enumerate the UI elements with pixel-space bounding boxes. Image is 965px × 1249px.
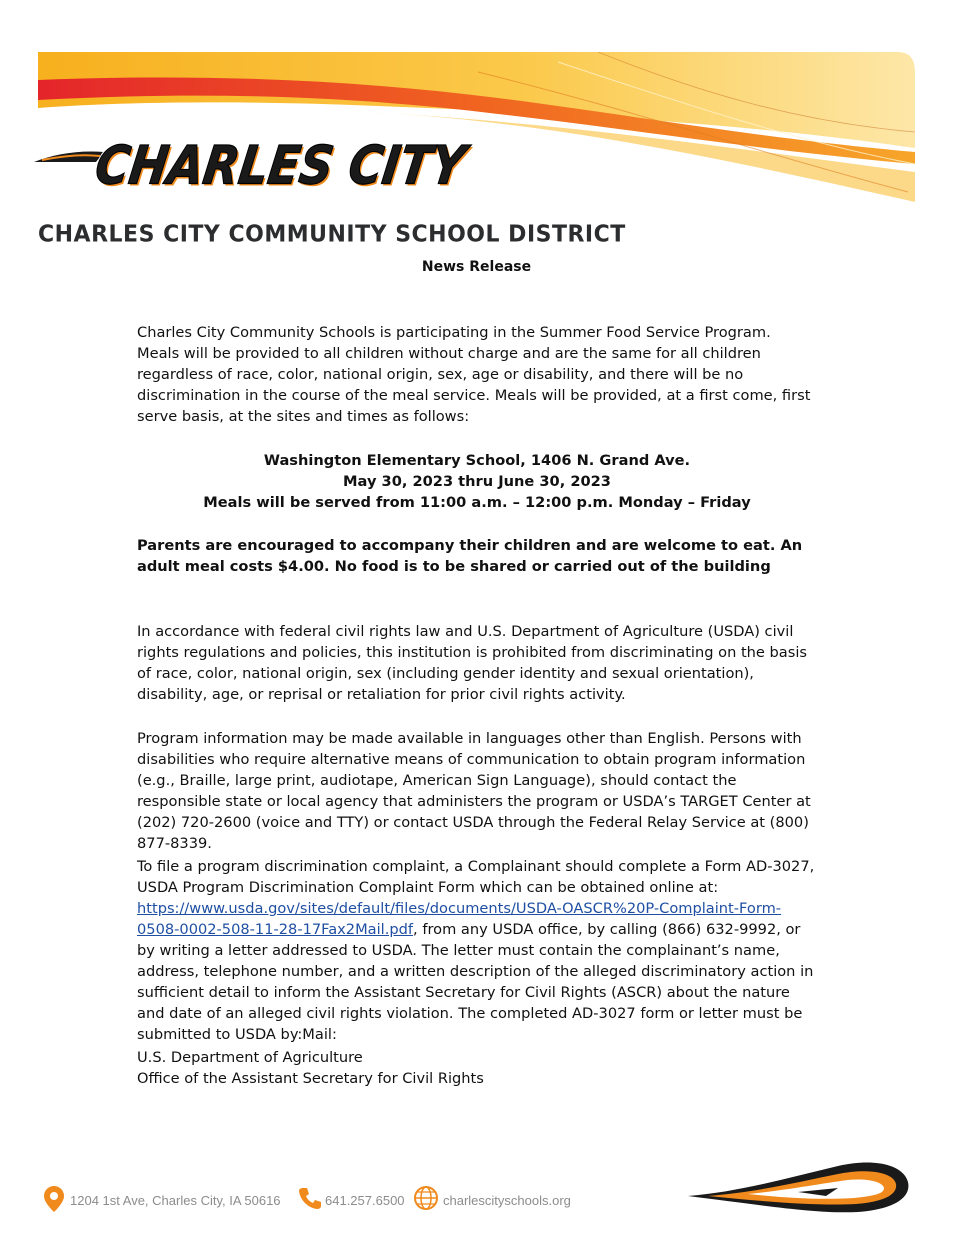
- site-dates: May 30, 2023 thru June 30, 2023: [343, 473, 611, 490]
- globe-icon: [414, 1186, 438, 1210]
- intro-paragraph: Charles City Community Schools is participating in the Summer Food Service Program. Meals will be provided to all children without charge and are the same for all children regardless of race, color, national origin, sex, age or disability, and there will be no discrimination in the course of the meal service. Meals will be provided, at a first come, first serve basis, at the sites and times as follows:: [137, 324, 811, 425]
- meal-site-block: [137, 450, 817, 513]
- program-info-paragraph: Program information may be made available in languages other than English. Persons with disabilities who require alternative means of communication to obtain program information (e.g., Braille, large print, audiotape, American Sign Language), should contact the responsible state or local agency that administers the program or USDA’s TARGET Center at (202) 720-2600 (voice and TTY) or contact USDA through the Federal Relay Service at (800) 877-8339.: [137, 730, 811, 852]
- footer-phone: 641.257.6500: [325, 1193, 405, 1208]
- footer-website[interactable]: charlescityschools.org: [443, 1193, 571, 1208]
- complaint-paragraph: [137, 856, 817, 1045]
- site-times: Meals will be served from 11:00 a.m. – 12:00 p.m. Monday – Friday: [203, 494, 751, 511]
- complaint-text-pre: To file a program discrimination complaint, a Complainant should complete a Form AD-3027, USDA Program Discrimination Complaint Form which can be obtained online at:: [137, 858, 815, 896]
- mail-address-block: [137, 1047, 817, 1089]
- parents-note: Parents are encouraged to accompany their children and are welcome to eat. An adult meal costs $4.00. No food is to be shared or carried out of the building: [137, 537, 803, 575]
- civil-rights-paragraph: In accordance with federal civil rights law and U.S. Department of Agriculture (USDA) civil rights regulations and policies, this institution is prohibited from discriminating on the basis of race, color, national origin, sex (including gender identity and sexual orientation), disability, age, or reprisal or retaliation for prior civil rights activity.: [137, 623, 808, 703]
- complaint-text-post: , from any USDA office, by calling (866) 632-9992, or by writing a letter addressed to USDA. The letter must contain the complainant’s name, address, telephone number, and a written description of the alleged discriminatory action in sufficient detail to inform the Assistant Secretary for Civil Rights (ASCR) about the nature and date of an alleged civil rights violation. The completed AD-3027 form or letter must be submitted to USDA by:Mail:: [137, 921, 814, 1043]
- news-release-title: News Release: [421, 259, 532, 275]
- mail-line-1: U.S. Department of Agriculture: [137, 1049, 363, 1066]
- footer-address: 1204 1st Ave, Charles City, IA 50616: [70, 1193, 281, 1208]
- flame-swoosh-icon: [688, 1158, 910, 1218]
- phone-icon: [298, 1186, 322, 1210]
- site-name: Washington Elementary School, 1406 N. Grand Ave.: [263, 452, 691, 469]
- complaint-form-link[interactable]: https://www.usda.gov/sites/default/files/documents/USDA-OASCR%20P-Complaint-Form-0508-0002-508-11-28-17Fax2Mail.pdf: [137, 900, 782, 938]
- location-pin-icon: [44, 1186, 64, 1212]
- logo-wordmark: CHARLES CITY: [91, 133, 470, 197]
- mail-line-2: Office of the Assistant Secretary for Civil Rights: [137, 1070, 484, 1087]
- district-name: CHARLES CITY COMMUNITY SCHOOL DISTRICT: [38, 221, 626, 248]
